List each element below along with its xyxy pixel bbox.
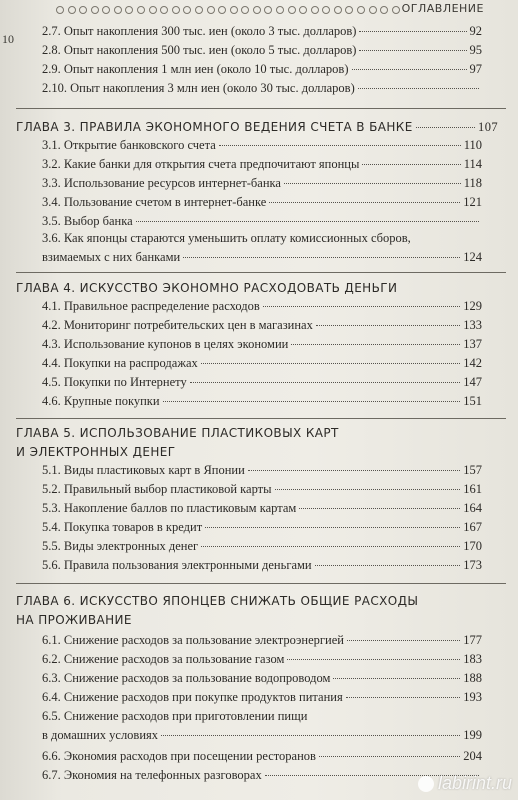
chapter-5-title-line2: И ЭЛЕКТРОННЫХ ДЕНЕГ <box>16 445 176 459</box>
toc-entry-text: 4.2. Мониторинг потребительских цен в магазинах <box>42 318 313 332</box>
leader-dots <box>201 363 460 364</box>
toc-entry <box>42 157 482 172</box>
toc-entry-page: 204 <box>463 749 482 763</box>
toc-entry <box>42 690 482 705</box>
leader-dots <box>358 88 479 89</box>
toc-entry-text: 2.7. Опыт накопления 300 тыс. иен (около 3 тыс. долларов) <box>42 24 357 38</box>
toc-entry-text: 6.1. Снижение расходов за пользование электроэнергией <box>42 633 344 647</box>
toc-entry <box>42 539 482 554</box>
running-title: ОГЛАВЛЕНИЕ <box>401 2 484 15</box>
toc-entry-text: 4.1. Правильное распределение расходов <box>42 299 260 313</box>
leader-dots <box>319 756 460 757</box>
toc-entry-page: 137 <box>463 337 482 351</box>
leader-dots <box>161 735 460 736</box>
toc-entry-page: 177 <box>463 633 482 647</box>
toc-entry <box>42 24 482 39</box>
toc-entry-text: 6.3. Снижение расходов за пользование водопроводом <box>42 671 331 685</box>
toc-entry-page: 97 <box>469 62 482 76</box>
toc-entry-text: 5.2. Правильный выбор пластиковой карты <box>42 482 272 496</box>
leader-dots <box>183 257 460 258</box>
toc-entry <box>42 176 482 191</box>
toc-entry-text: 6.2. Снижение расходов за пользование газом <box>42 652 285 666</box>
toc-entry-page: 147 <box>463 375 482 389</box>
toc-entry-page: 129 <box>463 299 482 313</box>
chapter-5-title-line1: ГЛАВА 5. ИСПОЛЬЗОВАНИЕ ПЛАСТИКОВЫХ КАРТ <box>16 426 339 440</box>
toc-entry-text: 5.6. Правила пользования электронными деньгами <box>42 558 312 572</box>
toc-entry <box>42 299 482 314</box>
toc-entry-text: 5.3. Накопление баллов по пластиковым картам <box>42 501 297 515</box>
toc-entry <box>42 633 482 648</box>
toc-entry <box>42 43 482 58</box>
leader-dots <box>333 678 460 679</box>
leader-dots <box>163 401 461 402</box>
toc-entry <box>42 463 482 478</box>
toc-entry-page: 142 <box>463 356 482 370</box>
chapter-3-heading <box>16 118 498 137</box>
toc-entry <box>42 195 482 210</box>
toc-entry-page: 193 <box>463 690 482 704</box>
header-ornament <box>56 6 400 16</box>
leader-dots <box>416 127 475 128</box>
toc-entry-text: 4.4. Покупки на распродажах <box>42 356 198 370</box>
toc-entry-text: 2.8. Опыт накопления 500 тыс. иен (около 5 тыс. долларов) <box>42 43 357 57</box>
toc-entry <box>42 318 482 333</box>
toc-entry-text: 6.4. Снижение расходов при покупке продуктов питания <box>42 690 343 704</box>
toc-entry-text: 3.3. Использование ресурсов интернет-банка <box>42 176 281 190</box>
toc-entry-page: 110 <box>463 138 482 152</box>
watermark-logo-icon <box>418 776 434 792</box>
toc-entry <box>42 81 482 96</box>
toc-entry-multiline <box>42 229 482 267</box>
toc-entry-text: 3.4. Пользование счетом в интернет-банке <box>42 195 267 209</box>
toc-entry <box>42 749 482 764</box>
leader-dots <box>346 697 461 698</box>
toc-entry <box>42 652 482 667</box>
toc-entry-text: 6.6. Экономия расходов при посещении ресторанов <box>42 749 316 763</box>
toc-entry <box>42 482 482 497</box>
chapter-4-title: ГЛАВА 4. ИСКУССТВО ЭКОНОМНО РАСХОДОВАТЬ ДЕНЬГИ <box>16 281 398 295</box>
toc-entry-page: 95 <box>469 43 482 57</box>
toc-entry-text: 3.1. Открытие банковского счета <box>42 138 216 152</box>
toc-entry-page: 133 <box>463 318 482 332</box>
toc-entry-text: 3.5. Выбор банка <box>42 214 133 228</box>
toc-entry-text: 3.2. Какие банки для открытия счета предпочитают японцы <box>42 157 360 171</box>
leader-dots <box>315 565 461 566</box>
toc-entry-page: 167 <box>463 520 482 534</box>
chapter-6-heading <box>16 592 486 630</box>
toc-entry <box>42 394 482 409</box>
chapter-6-title-line2: НА ПРОЖИВАНИЕ <box>16 613 132 627</box>
toc-entry-page: 124 <box>463 250 482 264</box>
chapter-3-title: ГЛАВА 3. ПРАВИЛА ЭКОНОМНОГО ВЕДЕНИЯ СЧЕТА В БАНКЕ <box>16 120 413 134</box>
toc-entry-page: 118 <box>463 176 482 190</box>
section-divider <box>16 418 506 419</box>
toc-entry <box>42 214 482 229</box>
toc-entry-page: 173 <box>463 558 482 572</box>
toc-entry <box>42 337 482 352</box>
toc-entry <box>42 520 482 535</box>
toc-entry-page: 183 <box>463 652 482 666</box>
page-header <box>0 0 518 22</box>
leader-dots <box>190 382 461 383</box>
toc-entry-text: 5.4. Покупка товаров в кредит <box>42 520 203 534</box>
leader-dots <box>362 164 460 165</box>
toc-entry-text: 2.10. Опыт накопления 3 млн иен (около 30 тыс. долларов) <box>42 81 355 95</box>
leader-dots <box>263 306 460 307</box>
toc-entry <box>42 356 482 371</box>
toc-entry <box>42 138 482 153</box>
toc-entry-text: 6.5. Снижение расходов при приготовлении пищи <box>42 709 308 723</box>
leader-dots <box>316 325 460 326</box>
toc-entry <box>42 671 482 686</box>
toc-entry <box>42 375 482 390</box>
watermark-text: labirint.ru <box>437 773 512 793</box>
toc-entry-line2 <box>42 248 482 267</box>
leader-dots <box>287 659 460 660</box>
toc-entry <box>42 501 482 516</box>
toc-entry-text: 2.9. Опыт накопления 1 млн иен (около 10 тыс. долларов) <box>42 62 349 76</box>
leader-dots <box>352 69 467 70</box>
toc-entry-page: 114 <box>463 157 482 171</box>
toc-entry-text: 5.5. Виды электронных денег <box>42 539 199 553</box>
toc-entry-text: 3.6. Как японцы стараются уменьшить оплату комиссионных сборов, <box>42 231 411 245</box>
toc-entry-page: 170 <box>463 539 482 553</box>
leader-dots <box>219 145 461 146</box>
chapter-3-page: 107 <box>478 120 498 134</box>
watermark <box>418 773 512 794</box>
leader-dots <box>136 221 479 222</box>
toc-entry <box>42 768 482 783</box>
leader-dots <box>359 50 466 51</box>
chapter-4-heading <box>16 279 486 298</box>
toc-entry-text-cont: в домашних условиях <box>42 728 159 742</box>
leader-dots <box>359 31 466 32</box>
toc-entry-page: 161 <box>463 482 482 496</box>
page-number: 10 <box>2 32 14 46</box>
leader-dots <box>291 344 460 345</box>
toc-entry-multiline <box>42 707 482 745</box>
toc-entry-page: 188 <box>463 671 482 685</box>
leader-dots <box>201 546 460 547</box>
toc-entry-line2 <box>42 726 482 745</box>
leader-dots <box>299 508 460 509</box>
leader-dots <box>275 489 461 490</box>
toc-entry-page: 92 <box>469 24 482 38</box>
toc-entry-text: 4.3. Использование купонов в целях экономии <box>42 337 289 351</box>
section-divider <box>16 272 506 273</box>
toc-entry-page: 199 <box>463 728 482 742</box>
toc-entry-text: 4.5. Покупки по Интернету <box>42 375 187 389</box>
toc-entry-page: 151 <box>463 394 482 408</box>
toc-entry-page: 164 <box>463 501 482 515</box>
toc-entry <box>42 558 482 573</box>
toc-entry-text: 5.1. Виды пластиковых карт в Японии <box>42 463 245 477</box>
section-divider <box>16 583 506 584</box>
section-divider <box>16 108 506 109</box>
leader-dots <box>269 202 460 203</box>
toc-entry-text: 4.6. Крупные покупки <box>42 394 160 408</box>
leader-dots <box>205 527 460 528</box>
toc-entry-page: 121 <box>463 195 482 209</box>
chapter-5-heading <box>16 424 486 462</box>
toc-entry-page: 157 <box>463 463 482 477</box>
toc-entry <box>42 62 482 77</box>
leader-dots <box>347 640 460 641</box>
toc-entry-text: 6.7. Экономия на телефонных разговорах <box>42 768 262 782</box>
toc-entry-text-cont: взимаемых с них банками <box>42 250 181 264</box>
leader-dots <box>284 183 461 184</box>
leader-dots <box>248 470 460 471</box>
chapter-6-title-line1: ГЛАВА 6. ИСКУССТВО ЯПОНЦЕВ СНИЖАТЬ ОБЩИЕ РАСХОДЫ <box>16 594 419 608</box>
